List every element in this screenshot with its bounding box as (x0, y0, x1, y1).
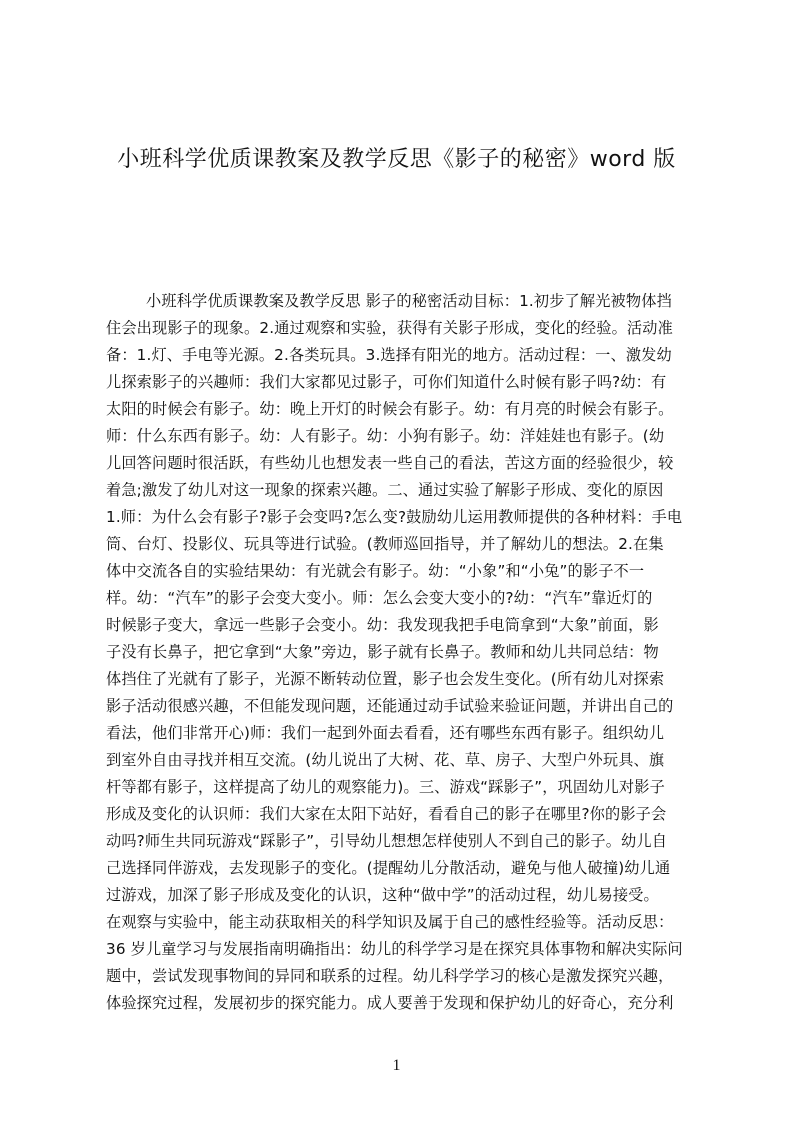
paragraph-line: 师：什么东西有影子。幼：人有影子。幼：小狗有影子。幼：洋娃娃也有影子。(幼 (106, 427, 665, 445)
paragraph-line: 儿探索影子的兴趣师：我们大家都见过影子，可你们知道什么时候有影子吗?幼：有 (106, 373, 667, 391)
paragraph-line: 住会出现影子的现象。2.通过观察和实验，获得有关影子形成，变化的经验。活动准 (106, 319, 673, 337)
paragraph-line: 备：1.灯、手电等光源。2.各类玩具。3.选择有阳光的地方。活动过程：一、激发幼 (106, 346, 672, 364)
paragraph-line: 36 岁儿童学习与发展指南明确指出：幼儿的科学学习是在探究具体事物和解决实际问 (106, 940, 683, 958)
paragraph-line: 到室外自由寻找并相互交流。(幼儿说出了大树、花、草、房子、大型户外玩具、旗 (106, 751, 665, 769)
paragraph-line: 过游戏，加深了影子形成及变化的认识，这种“做中学”的活动过程，幼儿易接受。 (106, 886, 659, 904)
paragraph-line: 时候影子变大，拿远一些影子会变小。幼：我发现我把手电筒拿到“大象”前面，影 (106, 616, 659, 634)
paragraph-line: 太阳的时候会有影子。幼：晚上开灯的时候会有影子。幼：有月亮的时候会有影子。 (106, 400, 674, 418)
paragraph-line: 小班科学优质课教案及教学反思 影子的秘密活动目标：1.初步了解光被物体挡 (146, 292, 672, 310)
paragraph-line: 体中交流各自的实验结果幼：有光就会有影子。幼：“小象”和“小兔”的影子不一 (106, 562, 645, 580)
paragraph-line: 子没有长鼻子，把它拿到“大象”旁边，影子就有长鼻子。教师和幼儿共同总结：物 (106, 643, 659, 661)
paragraph-line: 筒、台灯、投影仪、玩具等进行试验。(教师巡回指导，并了解幼儿的想法。2.在集 (106, 535, 664, 553)
paragraph-line: 着急;激发了幼儿对这一现象的探索兴趣。二、通过实验了解影子形成、变化的原因 (106, 481, 664, 499)
document-title: 小班科学优质课教案及教学反思《影子的秘密》word 版 (117, 147, 676, 172)
paragraph-line: 儿回答问题时很活跃，有些幼儿也想发表一些自己的看法，苦这方面的经验很少，较 (106, 454, 674, 472)
paragraph-line: 体挡住了光就有了影子，光源不断转动位置，影子也会发生变化。(所有幼儿对探索 (106, 670, 665, 688)
paragraph-line: 样。幼：“汽车”的影子会变大变小。师：怎么会变大变小的?幼：“汽车”靠近灯的 (106, 589, 653, 607)
paragraph-line: 题中，尝试发现事物间的异同和联系的过程。幼儿科学学习的核心是激发探究兴趣， (106, 967, 674, 985)
paragraph-line: 形成及变化的认识师：我们大家在太阳下站好，看看自己的影子在哪里?你的影子会 (106, 805, 667, 823)
paragraph-line: 看法，他们非常开心)师：我们一起到外面去看看，还有哪些东西有影子。组织幼儿 (106, 724, 665, 742)
paragraph-line: 体验探究过程，发展初步的探究能力。成人要善于发现和保护幼儿的好奇心，充分利 (106, 994, 674, 1012)
paragraph-line: 在观察与实验中，能主动获取相关的科学知识及属于自己的感性经验等。活动反思： (106, 913, 674, 931)
paragraph-line: 己选择同伴游戏，去发现影子的变化。(提醒幼儿分散活动，避免与他人破撞)幼儿通 (106, 859, 671, 877)
paragraph-line: 动吗?师生共同玩游戏“踩影子”，引导幼儿想想怎样使别人不到自己的影子。幼儿自 (106, 832, 668, 850)
document-body (106, 288, 697, 1017)
paragraph-line: 1.师：为什么会有影子?影子会变吗?怎么变?鼓励幼儿运用教师提供的各种材料：手电 (106, 508, 683, 526)
paragraph-line: 杆等都有影子，这样提高了幼儿的观察能力)。三、游戏“踩影子”，巩固幼儿对影子 (106, 778, 665, 796)
page-number: 1 (392, 1057, 401, 1074)
paragraph-line: 影子活动很感兴趣，不但能发现问题，还能通过动手试验来验证问题，并讲出自己的 (106, 697, 674, 715)
